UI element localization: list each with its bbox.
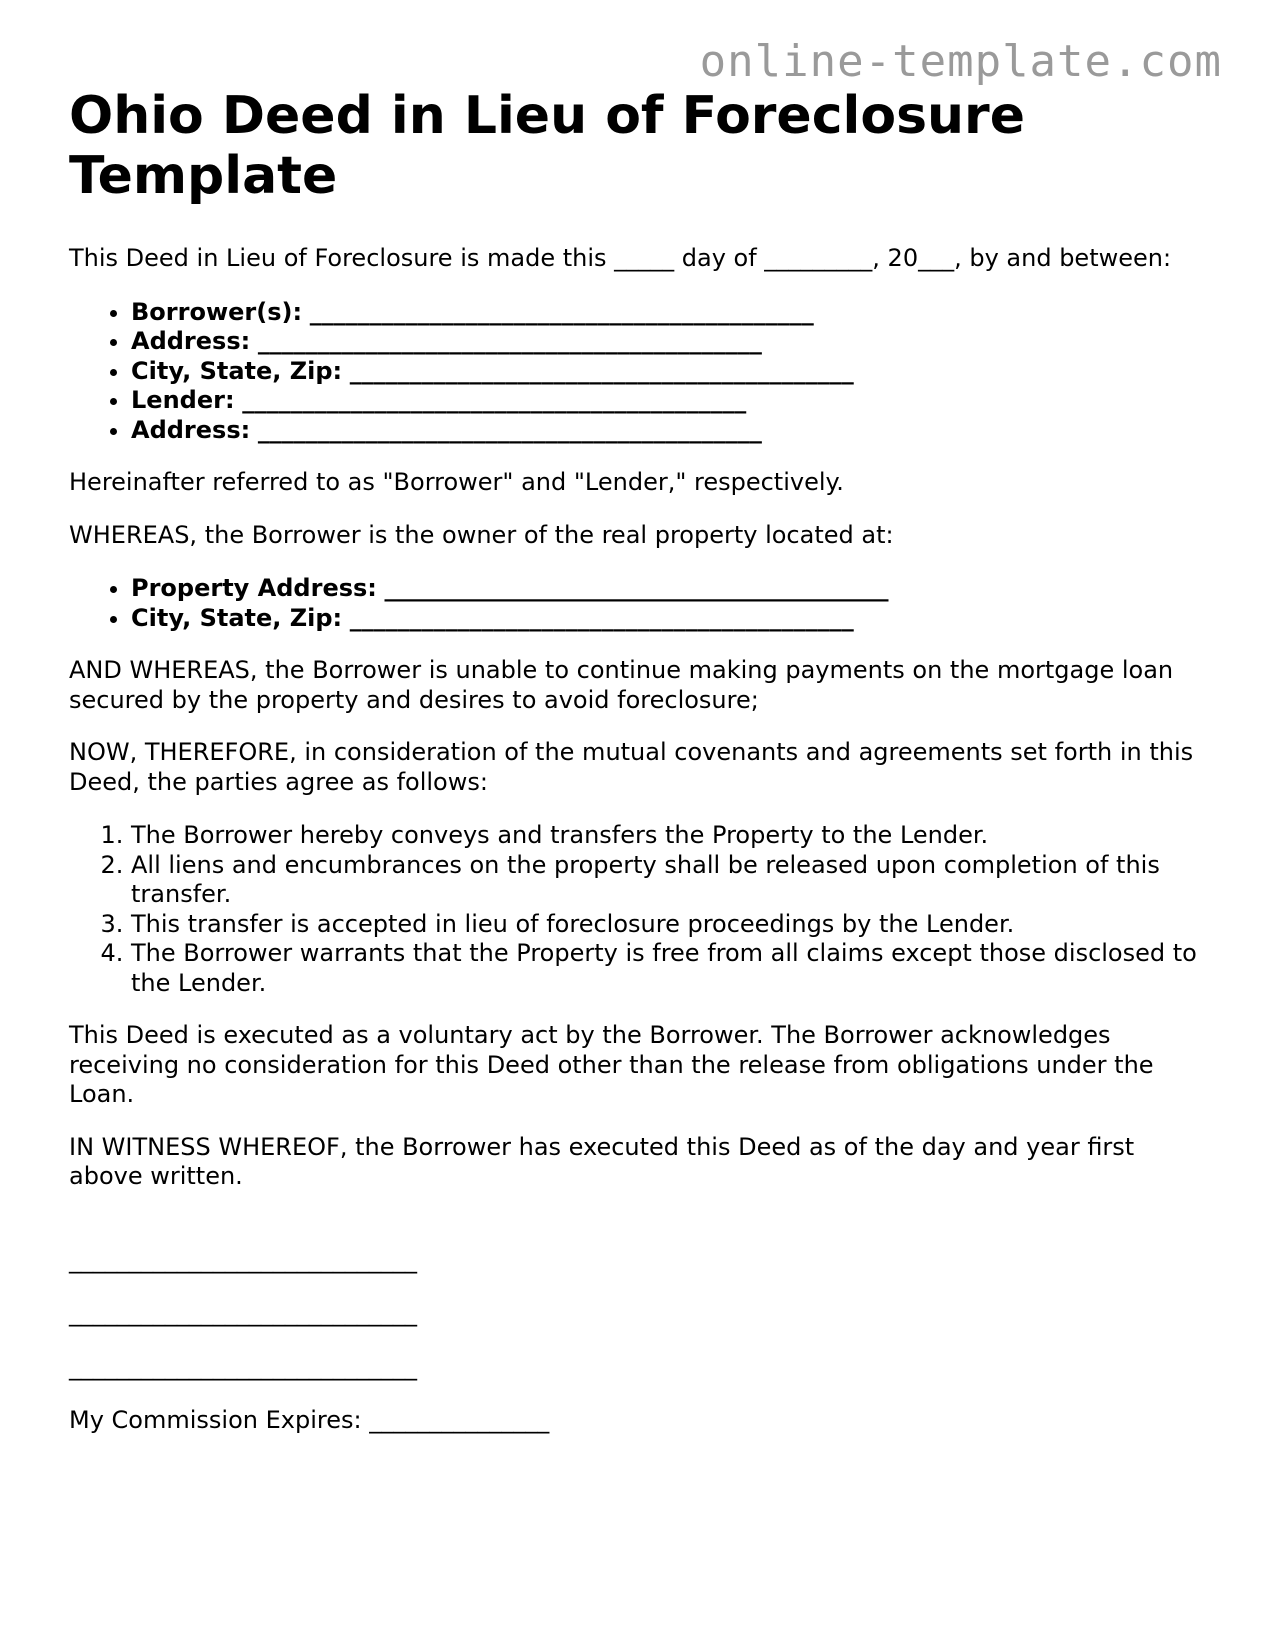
hereinafter-paragraph: Hereinafter referred to as "Borrower" and "Lender," respectively. <box>69 468 844 496</box>
commission-expires: My Commission Expires: _______________ <box>69 1406 550 1434</box>
and-whereas-paragraph: AND WHEREAS, the Borrower is unable to continue making payments on the mortgage loan secured by the property and desires to avoid foreclosure; <box>69 656 1174 714</box>
title-line-2: Template <box>69 146 338 206</box>
list-item <box>131 357 1209 387</box>
property-list <box>69 574 1209 633</box>
terms-list <box>69 821 1209 998</box>
watermark: online-template.com <box>699 36 1222 87</box>
field-label: City, State, Zip: <box>131 603 343 632</box>
voluntary-paragraph: This Deed is executed as a voluntary act by the Borrower. The Borrower acknowledges receiving no consideration for this Deed other than the release from obligations under the Loan. <box>69 1021 1154 1108</box>
title-line-1: Ohio Deed in Lieu of Foreclosure <box>69 86 1025 146</box>
signature-line[interactable]: _____________________________ <box>69 1352 417 1381</box>
field-blank[interactable]: __________________________________________ <box>257 415 762 444</box>
field-label: Property Address: <box>131 574 377 602</box>
whereas-paragraph: WHEREAS, the Borrower is the owner of the real property located at: <box>69 520 894 549</box>
list-item: 3. This transfer is accepted in lieu of foreclosure proceedings by the Lender. <box>131 910 1209 940</box>
list-item: 2. All liens and encumbrances on the property shall be released upon completion of this transfer. <box>131 851 1209 910</box>
field-blank[interactable]: __________________________________________ <box>309 297 814 326</box>
list-item <box>131 574 1209 604</box>
signature-line[interactable]: _____________________________ <box>69 1299 417 1327</box>
field-label: Address: <box>131 327 251 355</box>
document-body <box>69 86 1209 1436</box>
field-blank[interactable]: __________________________________________ <box>384 574 889 602</box>
field-blank[interactable]: __________________________________________ <box>349 603 854 632</box>
field-label: Address: <box>131 415 251 444</box>
list-item: 1. The Borrower hereby conveys and transfers the Property to the Lender. <box>131 821 1209 851</box>
list-item <box>131 327 1209 357</box>
field-label: City, State, Zip: <box>131 356 343 385</box>
now-therefore-paragraph: NOW, THEREFORE, in consideration of the mutual covenants and agreements set forth in this Deed, the parties agree as follows: <box>69 738 1194 796</box>
signature-line[interactable]: _____________________________ <box>69 1245 417 1274</box>
field-label: Borrower(s): <box>131 297 303 326</box>
list-item: 4. The Borrower warrants that the Property is free from all claims except those disclosed to the Lender. <box>131 939 1209 998</box>
field-blank[interactable]: __________________________________________ <box>242 386 747 414</box>
list-item <box>131 386 1209 416</box>
field-blank[interactable]: __________________________________________ <box>349 356 854 385</box>
witness-paragraph: IN WITNESS WHEREOF, the Borrower has executed this Deed as of the day and year first above written. <box>69 1132 1135 1190</box>
intro-paragraph: This Deed in Lieu of Foreclosure is made this _____ day of _________, 20___, by and between: <box>69 244 1172 272</box>
field-label: Lender: <box>131 386 235 414</box>
list-item <box>131 604 1209 634</box>
field-blank[interactable]: __________________________________________ <box>257 327 762 355</box>
page-title <box>69 86 1209 206</box>
list-item <box>131 416 1209 446</box>
list-item <box>131 298 1209 328</box>
parties-list <box>69 298 1209 446</box>
